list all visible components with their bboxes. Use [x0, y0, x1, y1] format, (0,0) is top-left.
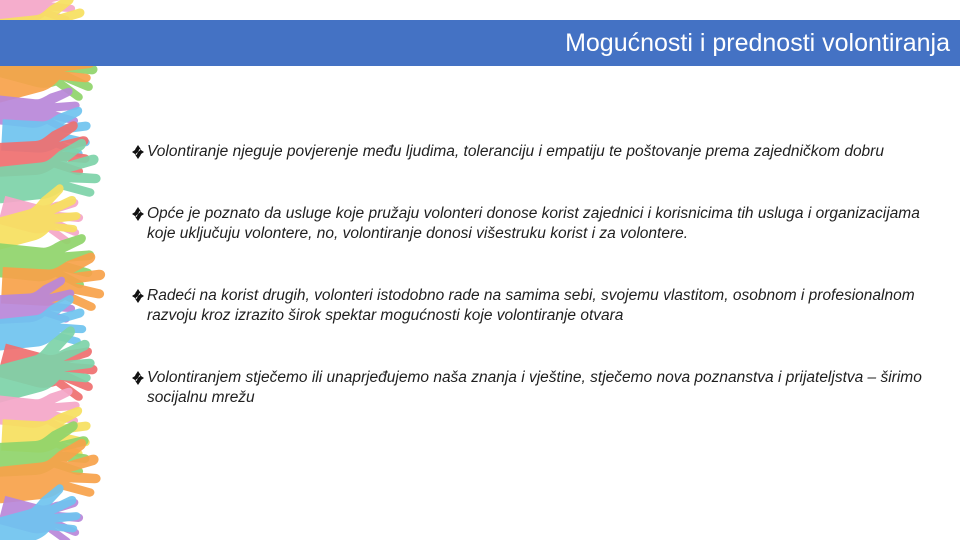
slide-title: Mogućnosti i prednosti volontiranja	[565, 29, 950, 57]
diamond-bullet-icon	[131, 288, 145, 304]
bullet-text: Radeći na korist drugih, volonteri istodobno rade na samima sebi, svojemu vlastitom, osobnom i profesionalnom razvoju kroz izrazito širok spektar mogućnosti koje volontiranje otvara	[147, 287, 915, 324]
bullet-item	[131, 286, 931, 326]
diamond-bullet-icon	[131, 370, 145, 386]
title-bar	[0, 20, 960, 66]
bullet-item	[131, 204, 931, 244]
bullet-item	[131, 142, 931, 162]
bullet-list	[131, 142, 931, 450]
diamond-bullet-icon	[131, 144, 145, 160]
bullet-item	[131, 368, 931, 408]
bullet-text: Volontiranjem stječemo ili unaprjeđujemo naša znanja i vještine, stječemo nova poznanstva i prijateljstva – širimo socijalnu mrežu	[147, 369, 922, 406]
bullet-text: Opće je poznato da usluge koje pružaju volonteri donose korist zajednici i korisnicima tih usluga i organizacijama koje uključuju volontere, no, volontiranje donosi višestruku korist i za volontere.	[147, 205, 920, 242]
colorful-hands-decoration	[0, 0, 130, 540]
bullet-text: Volontiranje njeguje povjerenje među ljudima, toleranciju i empatiju te poštovanje prema zajedničkom dobru	[147, 143, 884, 160]
diamond-bullet-icon	[131, 206, 145, 222]
